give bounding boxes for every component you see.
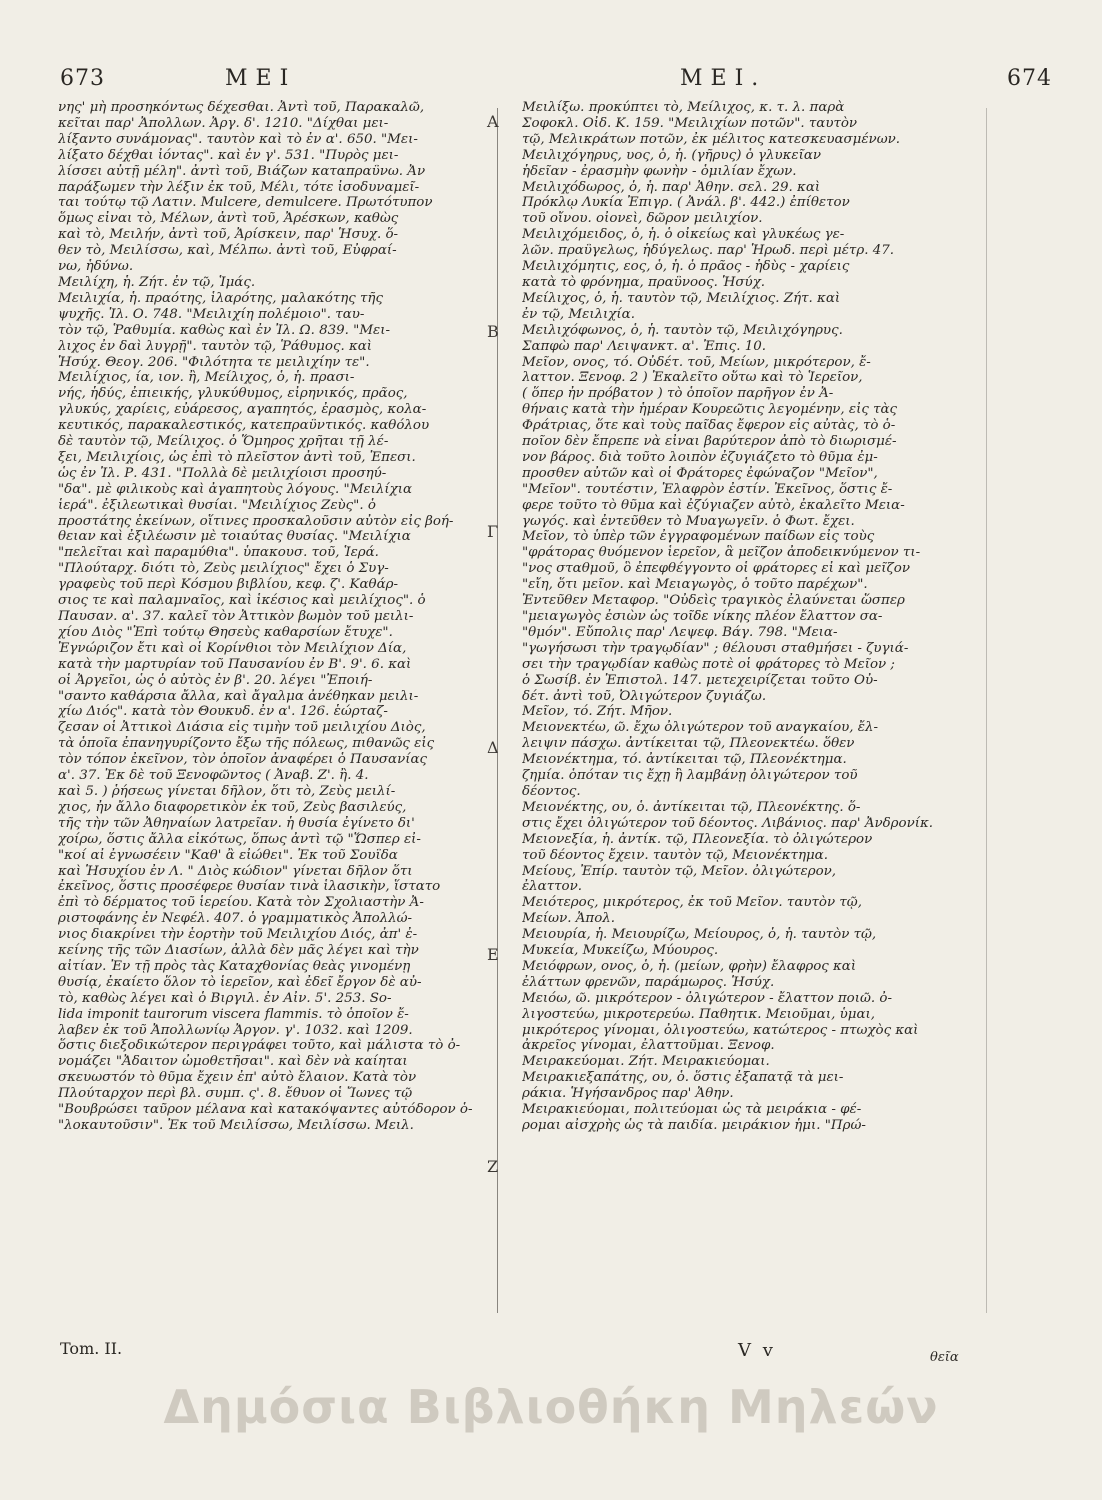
left-column-line: σκευωστόν τὸ θῦμα ἔχειν ἐπ' αὐτὸ ἔλαιον. Κατὰ τὸν: [58, 1070, 417, 1086]
right-column-line: τοῦ δέοντος ἔχειν. ταυτὸν τῷ, Μειονέκτημα.: [522, 847, 828, 863]
left-column-line: "πελεῖται καὶ παραμύθια". ὑπακουσ. τοῦ, Ἱερά.: [58, 545, 379, 561]
volume-label: Tom. II.: [60, 1339, 123, 1358]
right-column-line: λιγοστεύω, μικροτερεύω. Παθητικ. Μειοῦμαι, ὑμαι,: [522, 1006, 876, 1022]
left-column-line: τῆς τὴν τῶν Ἀθηναίων λατρεῖαν. ἡ θυσία ἐγίνετο δι': [58, 815, 415, 831]
margin-letter-delta: Δ: [487, 738, 499, 757]
left-column-line: "λοκαυτοῦσιν". Ἐκ τοῦ Μειλίσσω, Μειλίσσω. Μειλ.: [58, 1118, 414, 1133]
left-running-headword: ΜΕΙ: [225, 66, 297, 91]
right-column-line: Μειότερος, μικρότερος, ἐκ τοῦ Μεῖον. ταυτὸν τῷ,: [522, 895, 862, 911]
left-column-line: γλυκύς, χαρίεις, εὐάρεσος, αγαπητός, ἐρασμὸς, κολα-: [58, 402, 427, 418]
right-column-line: "μειαγωγὸς ἐσιὼν ὡς τοῖδε νίκης πλέον ἔλαττον σα-: [522, 609, 883, 624]
right-column-line: δέοντος.: [522, 783, 581, 799]
left-column-line: ὅμως εἶναι τὸ, Μέλων, ἀντὶ τοῦ, Ἀρέσκων, καθὼς: [58, 211, 399, 227]
left-column-line: τὸν τόπον ἐκεῖνον, τὸν ὁποῖον ἀναφέρει ὁ Παυσανίας: [58, 752, 428, 768]
left-column-line: ἐπὶ τὸ δέρματος τοῦ ἱερείου. Κατὰ τὸν Σχολιαστὴν Ἀ-: [58, 895, 424, 911]
left-column-line: τὸ, καθὼς λέγει καὶ ὁ Βιργιλ. ἐν Αἰν. 5'. 253. So-: [58, 990, 392, 1006]
left-column-line: χίου Διὸς "Ἐπὶ τούτῳ Θησεὺς καθαρσίων ἔτυχε".: [58, 624, 393, 640]
right-column-line: Μείους, Ἐπίρ. ταυτὸν τῷ, Μεῖον. ὀλιγώτερον,: [522, 863, 837, 879]
left-column-line: σιος τε καὶ παλαμναῖος, καὶ ἱκέσιος καὶ μειλίχιος". ὁ: [58, 593, 426, 609]
right-column-line: σει τὴν τραγῳδίαν καθὼς ποτὲ οἱ φράτορες τὸ Μεῖον ;: [522, 656, 895, 672]
left-column-line: θεν τὸ, Μειλίσσω, καὶ, Μέλπω. ἀντὶ τοῦ, Εὐφραί-: [58, 243, 397, 259]
left-column-line: "κοί αἰ ἐγνωσέειν "Καθ' ἂ εἰώθει". Ἐκ τοῦ Σουΐδα: [58, 847, 398, 863]
right-column-line: γωγός. καὶ ἐντεῦθεν τὸ Μυαγωγεῖν. ὁ Φωτ. ἔχει.: [522, 513, 855, 529]
right-column-line: τοῦ οἴνου. οἰονεὶ, δῶρον μειλιχίον.: [522, 211, 763, 227]
left-column-line: α'. 37. Ἐκ δὲ τοῦ Ξενοφῶντος ( Ἀναβ. Ζ'. ἢ. 4.: [58, 768, 369, 784]
right-column-line: Μειλιχόφωνος, ὁ, ἡ. ταυτὸν τῷ, Μειλιχόγηρυς.: [522, 322, 843, 338]
left-column-line: κεῖται παρ' Ἀπολλων. Ἀργ. δ'. 1210. "Δίχθαι μει-: [58, 115, 389, 131]
right-column-line: ράκια. Ἡγήσανδρος παρ' Ἀθην.: [522, 1086, 734, 1102]
left-column-line: λίξαντο συνάμονας". ταυτὸν καὶ τὸ ἐν α'. 650. "Μει-: [58, 131, 418, 147]
left-column-line: νω, ἡδύνω.: [58, 259, 134, 275]
catchword: θεῖα: [930, 1350, 959, 1365]
right-column-line: στις ἔχει ὀλιγώτερον τοῦ δέοντος. Λιβάνιος. παρ' Ἀνδρονίκ.: [522, 815, 934, 831]
left-column-line: αἰτίαν. Ἐν τῇ πρὸς τὰς Καταχθονίας θεὰς γινομένῃ: [58, 958, 411, 974]
library-watermark: Δημόσια Βιβλιοθήκη Μηλεών: [163, 1380, 939, 1434]
right-column-line: τῷ, Μελικράτων ποτῶν, ἐκ μέλιτος κατεσκευασμένων.: [522, 131, 901, 147]
left-column-line: λαβεν ἐκ τοῦ Ἀπολλωνίῳ Ἀργον. γ'. 1032. καὶ 1209.: [58, 1022, 413, 1038]
left-column-line: κατὰ τὴν μαρτυρίαν τοῦ Παυσανίου ἐν Β'. 9'. 6. καὶ: [58, 656, 412, 672]
right-column-line: "γωγήσωσι τὴν τραγῳδίαν" ; θέλουσι σταθμήσει - ζυγιά-: [522, 640, 909, 656]
left-column-line: τὰ ὁποῖα ἐπανηγυρίζοντο ἔξω τῆς πόλεως, πιθανῶς εἰς: [58, 736, 435, 752]
left-column-line: ψυχῆς. Ἰλ. Ο. 748. "Μειλιχίη πολέμοιο". ταυ-: [58, 306, 365, 322]
left-column-line: χιος, ἦν ἄλλο διαφορετικὸν ἐκ τοῦ, Ζεὺς βασιλεύς,: [58, 799, 407, 815]
right-column-line: Μειονεξία, ἡ. ἀντίκ. τῷ, Πλεονεξία. τὸ ὀλιγώτερον: [522, 831, 873, 847]
left-column-line: νής, ἡδύς, ἐπιεικής, γλυκύθυμος, εἰρηνικός, πρᾶος,: [58, 386, 408, 402]
left-column-line: καὶ τὸ, Μειλήν, ἀντὶ τοῦ, Ἀρίσκειν, παρ' Ἡσυχ. ὅ-: [58, 227, 399, 243]
right-column-line: Μειρακιεύομαι, πολιτεύομαι ὡς τὰ μειράκια - φέ-: [522, 1102, 862, 1118]
left-column-line: κείνης τῆς τῶν Διασίων, ἀλλὰ δὲν μᾶς λέγει καὶ τὴν: [58, 943, 419, 959]
right-column: [522, 100, 972, 1400]
left-column-line: γραφεὺς τοῦ περὶ Κόσμου βιβλίου, κεφ. ζ'. Καθάρ-: [58, 577, 399, 593]
right-column-line: νον βάρος. διὰ τοῦτο λοιπὸν ἐζυγιάζετο τὸ θῦμα ἐμ-: [522, 449, 878, 465]
left-column-line: ὅστις διεξοδικώτερον περιγράφει τοῦτο, καὶ μάλιστα τὸ ὀ-: [58, 1038, 461, 1054]
right-column-line: Μειόω, ῶ. μικρότερον - ὀλιγώτερον - ἔλαττον ποιῶ. ὀ-: [522, 990, 892, 1006]
right-column-line: Μειονέκτης, ου, ὁ. ἀντίκειται τῷ, Πλεονέκτης. ὅ-: [522, 799, 861, 815]
right-column-line: Μεῖον, ονος, τό. Οὐδέτ. τοῦ, Μείων, μικρότερον, ἔ-: [522, 354, 871, 370]
left-column-line: ἐκεῖνος, ὅστις προσέφερε θυσίαν τινὰ ἱλασικὴν, ἵστατο: [58, 879, 441, 895]
margin-letter-alpha: Α: [487, 112, 499, 131]
right-column-line: Μειονεκτέω, ῶ. ἔχω ὀλιγώτερον τοῦ αναγκαίου, ἔλ-: [522, 720, 878, 736]
left-column-line: ζεσαν οἱ Ἀττικοὶ Διάσια εἰς τιμὴν τοῦ μειλιχίου Διὸς,: [58, 720, 426, 736]
left-column-line: δὲ ταυτὸν τῷ, Μείλιχος. ὁ Ὅμηρος χρῆται τῇ λέ-: [58, 434, 389, 450]
right-column-line: λῶν. πραΰγελως, ἡδύγελως. παρ' Ἡρωδ. περὶ μέτρ. 47.: [522, 243, 895, 259]
left-column-line: θειαν καὶ ἐξιλέωσιν μὲ τοιαύτας θυσίας. "Μειλίχια: [58, 529, 411, 545]
left-page-number: 673: [60, 66, 105, 91]
left-column-line: ται τούτῳ τῷ Λατιν. Mulcere, demulcere. Πρωτότυπον: [58, 195, 433, 211]
right-column-line: ἐλάττων φρενῶν, παράμωρος. Ἡσύχ.: [522, 974, 775, 990]
right-column-line: Μειλιχόμητις, εος, ὁ, ἡ. ὁ πρᾶος - ἡδὺς - χαρίεις: [522, 259, 850, 275]
margin-letter-beta: Β: [487, 322, 499, 341]
right-column-line: Ἐντεῦθεν Μεταφορ. "Οὐδεὶς τραγικὸς ἐλαύνεται ὥσπερ: [522, 593, 905, 609]
left-column: [58, 100, 486, 1400]
right-column-line: Μειόφρων, ονος, ὁ, ἡ. (μείων, φρὴν) ἔλαφρος καὶ: [522, 958, 857, 974]
left-column-line: Μειλιχία, ἡ. πραότης, ἱλαρότης, μαλακότης τῆς: [58, 290, 383, 306]
right-column-line: ( ὅπερ ἦν πρόβατον ) τὸ ὁποῖον παρῆγον ἐν Ἀ-: [522, 386, 834, 402]
right-column-line: ἐν τῷ, Μειλιχία.: [522, 306, 635, 322]
signature-mark: V v: [738, 1340, 776, 1361]
right-column-line: δέτ. ἀντὶ τοῦ, Ὀλιγώτερον ζυγιάζω.: [522, 688, 767, 704]
right-column-line: ὁ Σωσίβ. ἐν Ἐπιστολ. 147. μετεχειρίζεται τοῦτο Οὐ-: [522, 672, 878, 688]
left-column-line: ἱερά". ἐξιλεωτικαὶ θυσίαι. "Μειλίχιος Ζεὺς". ὁ: [58, 497, 376, 513]
left-column-line: ὡς ἐν Ἰλ. Ρ. 431. "Πολλὰ δὲ μειλιχίοισι προσηύ-: [58, 465, 387, 481]
running-head: [60, 66, 1052, 96]
left-column-line: ριστοφάνης ἐν Νεφέλ. 407. ὁ γραμματικὸς Ἀπολλώ-: [58, 911, 413, 927]
right-column-line: Μειρακιεξαπάτης, ου, ὁ. ὅστις ἐξαπατᾷ τὰ μει-: [522, 1070, 844, 1086]
right-column-line: "φράτορας θυόμενον ἱερεῖον, ἃ μεῖζον ἀποδεικνύμενον τι-: [522, 545, 921, 561]
right-column-line: Μειουρία, ἡ. Μειουρίζω, Μείουρος, ὁ, ἡ. ταυτὸν τῷ,: [522, 927, 877, 943]
right-column-line: "εἴη, ὅτι μεῖον. καὶ Μειαγωγὸς, ὁ τοῦτο παρέχων".: [522, 577, 868, 593]
left-column-line: καὶ 5. ) ῥήσεως γίνεται δῆλον, ὅτι τὸ, Ζεὺς μειλί-: [58, 783, 396, 799]
left-column-line: προστάτης ἐκείνων, οἵτινες προσκαλοῦσιν αὐτὸν εἰς βοή-: [58, 513, 454, 529]
right-column-line: Σοφοκλ. Οἰδ. Κ. 159. "Μειλιχίων ποτῶν". ταυτὸν: [522, 115, 858, 131]
right-column-line: Μειονέκτημα, τό. ἀντίκειται τῷ, Πλεονέκτημα.: [522, 752, 847, 768]
left-column-line: "σαντο καθάρσια ἄλλα, καὶ ἄγαλμα ἀνέθηκαν μειλι-: [58, 688, 419, 704]
right-margin-rule: [986, 108, 987, 1313]
left-column-line: χοίρω, ὅστις ἄλλα εἰκότως, ὅπως ἀντὶ τῷ "Ὥσπερ εἰ-: [58, 831, 421, 847]
right-column-line: "θμόν". Εὔπολις παρ' Λεψεφ. Βάγ. 798. "Μεια-: [522, 624, 838, 640]
left-column-line: νομάζει "Ἀδαιτον ὠμοθετῆσαι". καὶ δὲν νὰ καίηται: [58, 1054, 408, 1070]
right-column-line: θήναις κατὰ τὴν ἡμέραν Κουρεῶτις λεγομένην, εἰς τὰς: [522, 402, 898, 418]
margin-letter-gamma: Γ: [487, 522, 499, 541]
margin-letter-zeta: Ζ: [487, 1157, 499, 1176]
right-column-line: ἀκρεῖος γίνομαι, ἐλαττοῦμαι. Ξενοφ.: [522, 1038, 775, 1054]
right-column-line: προσθεν αὐτῶν καὶ οἱ Φράτορες ἐφώναζον "Μεῖον",: [522, 465, 878, 481]
right-column-line: ζημία. ὁπόταν τις ἔχῃ ἢ λαμβάνῃ ὀλιγώτερον τοῦ: [522, 768, 858, 784]
left-column-line: Παυσαν. α'. 37. καλεῖ τὸν Ἀττικὸν βωμὸν τοῦ μειλι-: [58, 609, 414, 624]
right-column-line: φερε τοῦτο τὸ θῦμα καὶ ἐζύγιαζεν αὐτὸ, ἐκαλεῖτο Μεια-: [522, 497, 905, 513]
right-column-line: Σαπφὼ παρ' Λειψανκτ. α'. Ἐπις. 10.: [522, 338, 767, 354]
right-column-line: μικρότερος γίνομαι, ὀλιγοστεύω, κατώτερος - πτωχὸς καὶ: [522, 1022, 919, 1038]
left-column-line: παράξωμεν τὴν λέξιν ἐκ τοῦ, Μέλι, τότε ἰσοδυναμεῖ-: [58, 179, 420, 195]
left-column-line: Μειλίχη, ἡ. Ζήτ. ἐν τῷ, Ἱμάς.: [58, 274, 256, 290]
left-column-line: ξει, Μειλιχίοις, ὡς ἐπὶ τὸ πλεῖστον ἀντὶ τοῦ, Ἐπεσι.: [58, 449, 416, 465]
left-column-line: νιος διακρίνει τὴν ἑορτὴν τοῦ Μειλιχίου Διός, ἀπ' ἐ-: [58, 927, 418, 943]
right-column-line: Μειρακεύομαι. Ζήτ. Μειρακιεύομαι.: [522, 1054, 770, 1070]
left-column-line: νης' μὴ προσηκόντως δέχεσθαι. Ἀντὶ τοῦ, Παρακαλῶ,: [58, 100, 425, 115]
left-column-line: Μειλίχιος, ία, ιον. ἢ, Μείλιχος, ὁ, ἡ. πρασι-: [58, 370, 355, 386]
right-column-line: κατὰ τὸ φρόνημα, πραΰνοος. Ἡσύχ.: [522, 274, 766, 290]
right-column-line: Μείων. Ἀπολ.: [522, 911, 615, 927]
right-column-line: Φράτριας, ὅτε καὶ τοὺς παῖδας ἔφερον εἰς αὐτὰς, τὸ ὁ-: [522, 418, 896, 434]
left-column-line: "Πλούταρχ. διότι τὸ, Ζεὺς μειλίχιος" ἔχει ὁ Συγ-: [58, 561, 389, 577]
right-column-line: ποῖον δὲν ἔπρεπε νὰ εἶναι βαρύτερον ἀπὸ τὸ διωρισμέ-: [522, 434, 897, 450]
right-column-line: Μυκεία, Μυκείζω, Μύουρος.: [522, 943, 719, 959]
right-column-line: Μείλιχος, ὁ, ἡ. ταυτὸν τῷ, Μειλίχιος. Ζήτ. καὶ: [522, 290, 841, 306]
right-running-headword: ΜΕΙ.: [680, 66, 767, 91]
left-column-line: καὶ Ἡσυχίου ἐν Λ. " Διὸς κώδιον" γίνεται δῆλον ὅτι: [58, 863, 413, 879]
left-column-line: θυσίᾳ, ἐκαίετο ὅλον τὸ ἱερεῖον, καὶ ἐδεῖ ἔργον δὲ αὐ-: [58, 974, 422, 990]
left-column-line: "δα". μὲ φιλικοὺς καὶ ἀγαπητοὺς λόγους. "Μειλίχια: [58, 481, 413, 497]
left-column-line: λίξατο δέχθαι ἰόντας". καὶ ἐν γ'. 531. "Πυρὸς μει-: [58, 147, 399, 163]
right-column-line: λειψιν πάσχω. ἀντίκειται τῷ, Πλεονεκτέω. ὅθεν: [522, 736, 855, 752]
right-column-line: "Μεῖον". τουτέστιν, Ἐλαφρὸν ἐστίν. Ἐκεῖνος, ὅστις ἔ-: [522, 481, 893, 497]
right-column-line: Μεῖον, τὸ ὑπὲρ τῶν ἐγγραφομένων παίδων εἰς τοὺς: [522, 529, 875, 545]
right-column-line: ρομαι αἰσχρὴς ὡς τὰ παιδία. μειράκιον ἡμι. "Πρώ-: [522, 1118, 866, 1133]
right-column-line: ἐλαττον.: [522, 879, 582, 895]
right-column-line: Πρόκλῳ Λυκία Ἐπιγρ. ( Ἀνάλ. β'. 442.) ἐπίθετον: [522, 195, 850, 211]
right-column-line: Μειλιχόμειδος, ὁ, ἡ. ὁ οἰκείως καὶ γλυκέως γε-: [522, 227, 845, 243]
left-column-line: τὸν τῷ, Ῥαθυμία. καθὼς καὶ ἐν Ἰλ. Ω. 839. "Μει-: [58, 322, 391, 338]
right-page-number: 674: [1007, 66, 1052, 91]
left-column-line: λίσσει αὐτῇ μέλη". ἀντὶ τοῦ, Βιάζων καταπραΰνω. Ἀν: [58, 163, 426, 179]
left-column-line: "Βουβρώσει ταῦρον μέλανα καὶ κατακόψαντες αὐτόδορον ὁ-: [58, 1102, 473, 1118]
right-column-line: Μεῖον, τό. Ζήτ. Μῆον.: [522, 704, 673, 720]
left-column-line: λιχος ἐν δαὶ λυγρῇ". ταυτὸν τῷ, Ῥάθυμος. καὶ: [58, 338, 373, 354]
margin-letter-epsilon: Ε: [487, 945, 499, 964]
left-column-line: οἱ Ἀργεῖοι, ὡς ὁ αὐτὸς ἐν β'. 20. λέγει "Ἐποιή-: [58, 672, 373, 688]
right-column-line: Μειλιχόγηρυς, υος, ὁ, ἡ. (γῆρυς) ὁ γλυκεῖαν: [522, 147, 822, 163]
left-column-line: lida imponit taurorum viscera flammis. τὸ ὁποῖον ἔ-: [58, 1006, 409, 1022]
left-column-line: Πλούταρχον περὶ βλ. συμπ. ς'. 8. ἔθυον οἱ Ἴωνες τῷ: [58, 1086, 413, 1102]
left-column-line: Ἡσύχ. Θεογ. 206. "Φιλότητα τε μειλιχίην τε".: [58, 354, 370, 370]
right-column-line: λαττον. Ξενοφ. 2 ) Ἐκαλεῖτο οὕτω καὶ τὸ Ἱερεῖον,: [522, 370, 863, 386]
right-column-line: "νος σταθμοῦ, ὃ ἐπεφθέγγοντο οἱ φράτορες εἰ καὶ μεῖζον: [522, 561, 911, 577]
right-column-line: Μειλίξω. προκύπτει τὸ, Μείλιχος, κ. τ. λ. παρὰ: [522, 100, 845, 115]
right-column-line: ἡδεῖαν - ἐρασμὴν φωνὴν - ὁμιλίαν ἔχων.: [522, 163, 797, 179]
left-column-line: κευτικός, παρακαλεστικός, κατεπραΰντικός. καθόλου: [58, 418, 430, 434]
left-column-line: χίω Διός". κατὰ τὸν Θουκυδ. ἐν α'. 126. ἑώρταζ-: [58, 704, 388, 720]
left-column-line: Ἐγνώριζον ἔτι καὶ οἱ Κορίνθιοι τὸν Μειλίχιον Δία,: [58, 640, 407, 656]
column-divider: [497, 108, 498, 1313]
right-column-line: Μειλιχόδωρος, ὁ, ἡ. παρ' Ἀθην. σελ. 29. καὶ: [522, 179, 821, 195]
